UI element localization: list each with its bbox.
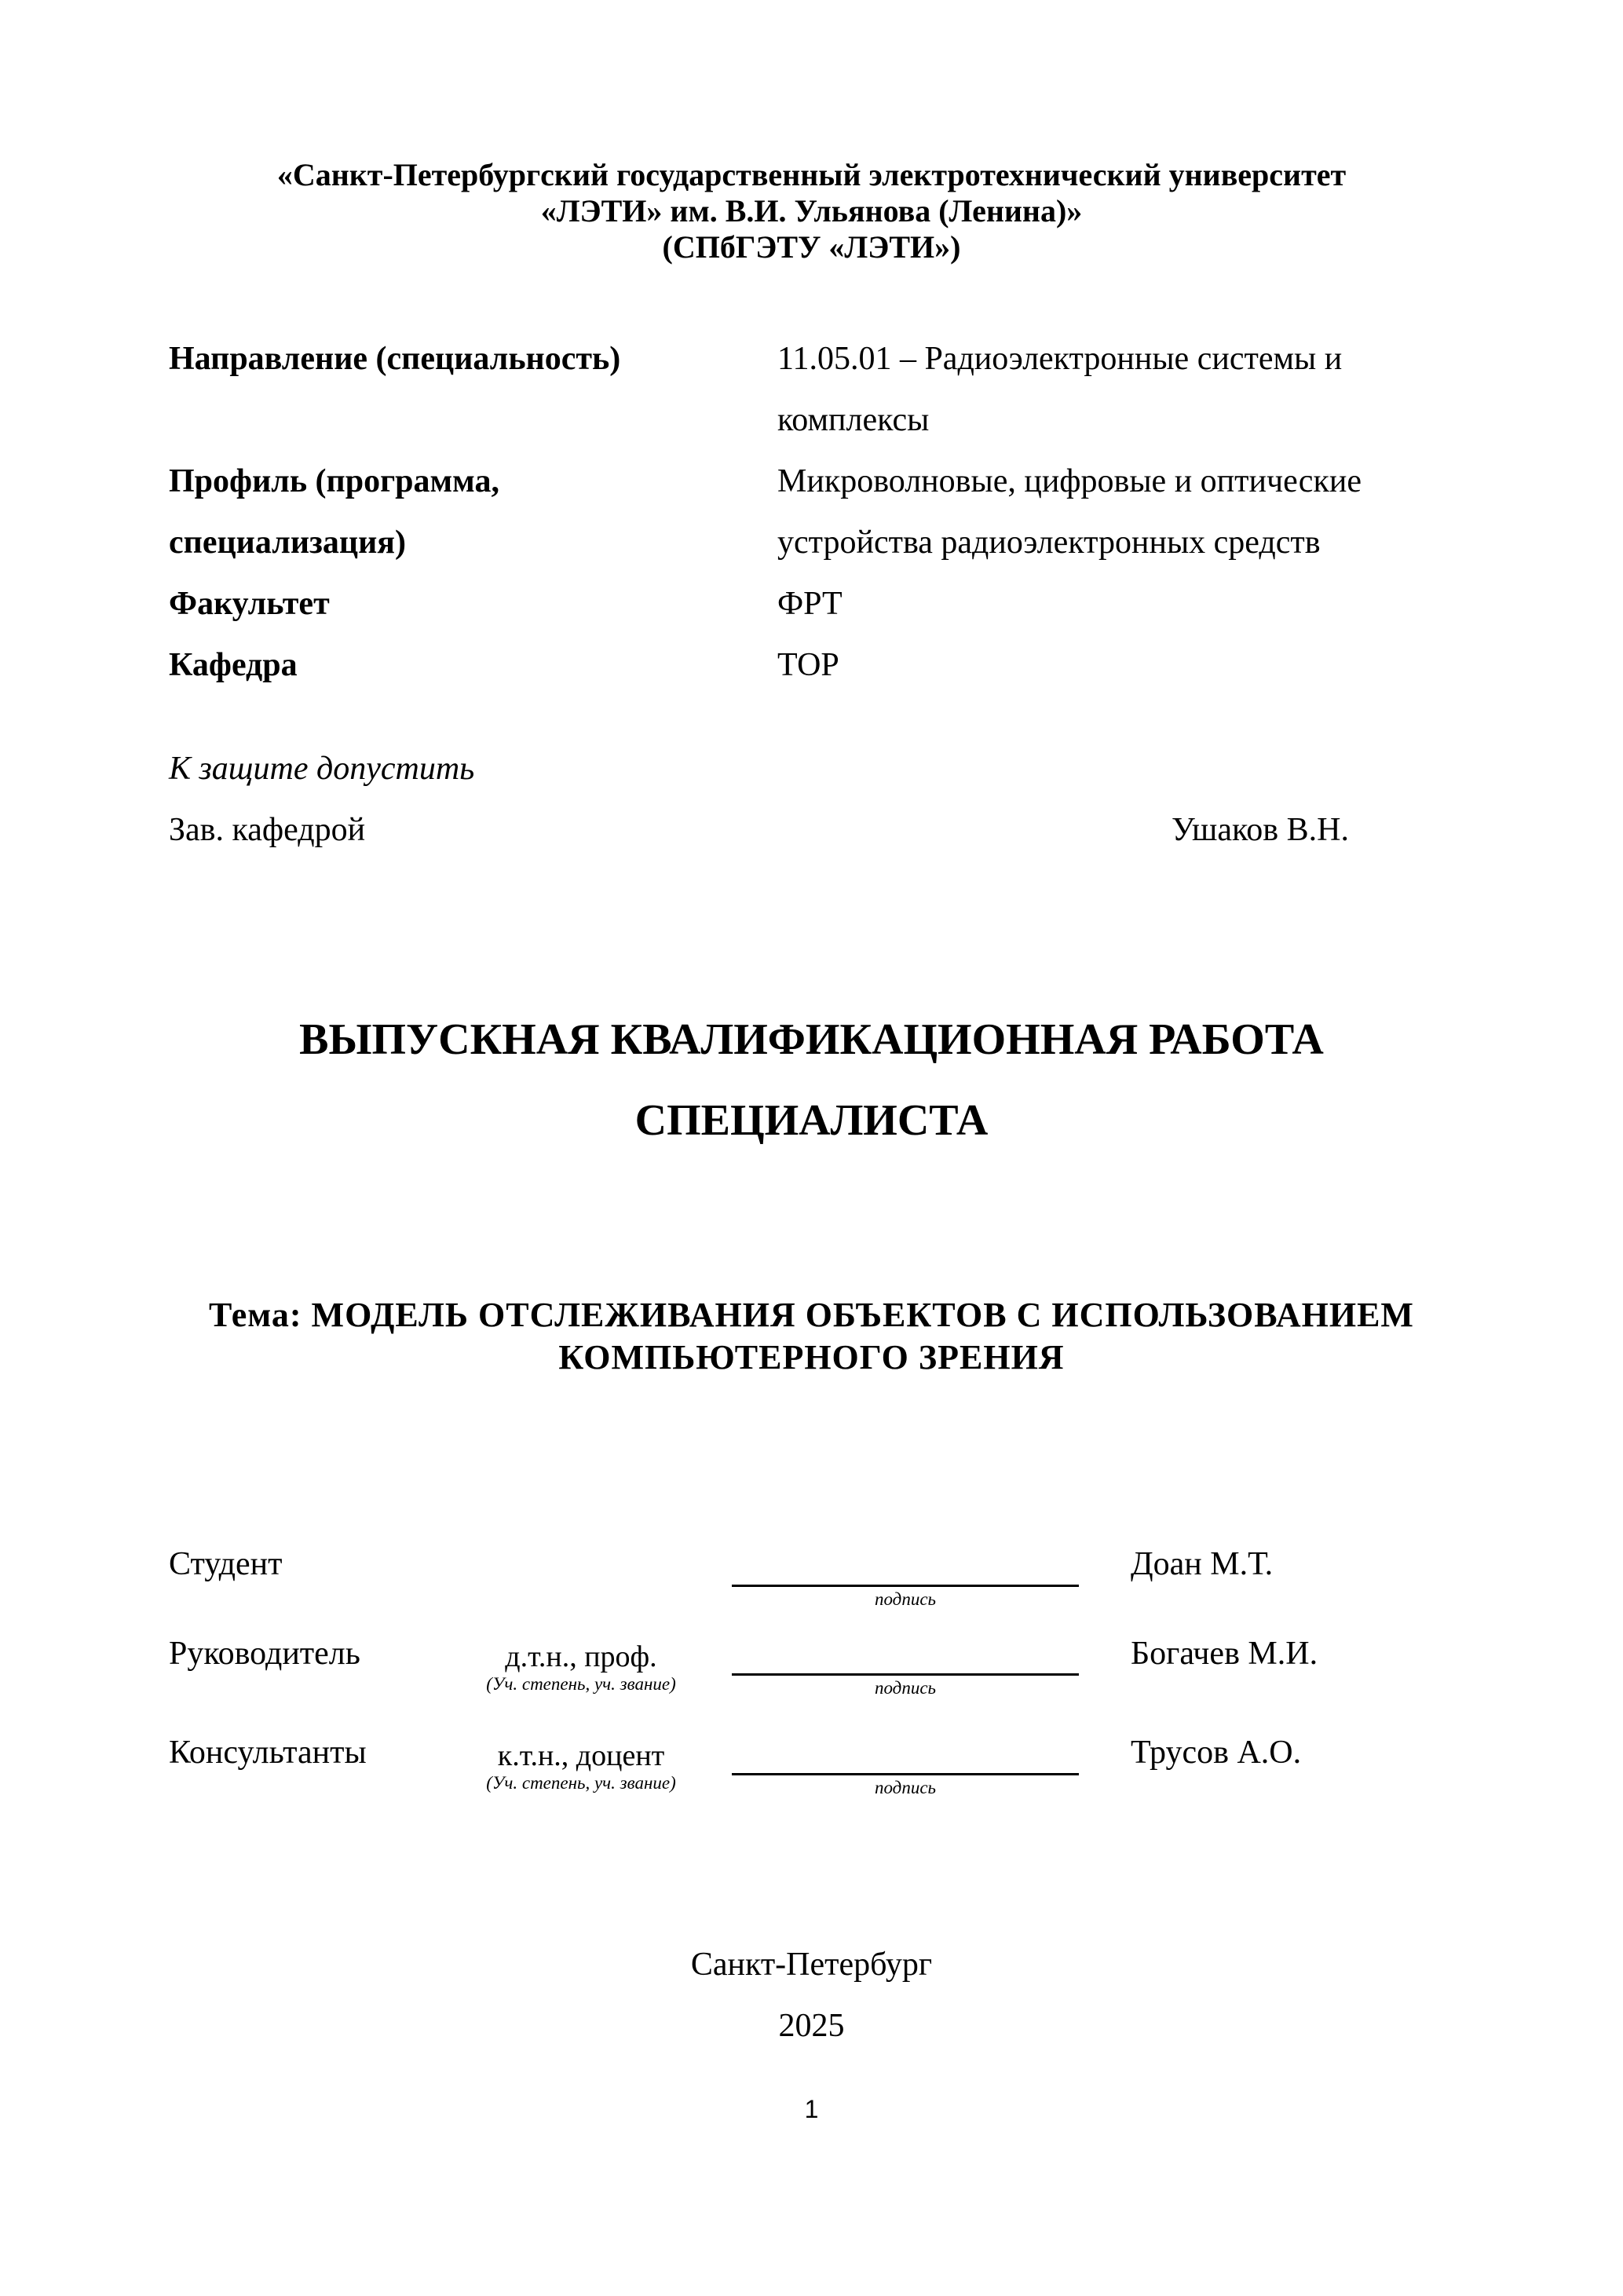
document-title-line1: ВЫПУСКНАЯ КВАЛИФИКАЦИОННАЯ РАБОТА [299,1015,1324,1064]
footer-city: Санкт-Петербург [690,1947,933,1983]
page-number: 1 [804,2095,819,2123]
value-profile-line1: Микроволновые, цифровые и оптические [777,463,1362,499]
approval-caption: К защите допустить [169,751,475,787]
label-profile-line2: специализация) [169,525,406,561]
signature-degree-consultant: к.т.н., доцент [497,1739,665,1772]
signature-name-supervisor: Богачев М.И. [1131,1636,1318,1672]
label-direction: Направление (специальность) [169,341,621,377]
signature-hint-student: подпись [874,1589,936,1609]
signature-hint-consultant: подпись [874,1778,936,1797]
signature-role-supervisor: Руководитель [169,1636,360,1672]
footer-year: 2025 [778,2008,845,2044]
university-header [0,157,1623,265]
university-name-line2: «ЛЭТИ» им. В.И. Ульянова (Ленина)» [540,193,1083,229]
signature-line-student [732,1585,1079,1587]
label-faculty: Факультет [169,586,330,622]
value-department: ТОР [777,647,839,683]
signature-name-student: Доан М.Т. [1131,1546,1274,1582]
value-faculty: ФРТ [777,586,843,622]
signature-degree-supervisor: д.т.н., проф. [505,1640,657,1673]
topic [0,1294,1623,1379]
label-profile-line1: Профиль (программа, [169,463,499,499]
signature-hint-supervisor: подпись [874,1678,936,1698]
document-title-line2: СПЕЦИАЛИСТА [634,1096,989,1145]
signature-degree-hint-supervisor: (Уч. степень, уч. звание) [486,1674,676,1694]
signature-line-supervisor [732,1673,1079,1676]
approval-name: Ушаков В.Н. [1172,812,1349,848]
value-direction-line1: 11.05.01 – Радиоэлектронные системы и [777,341,1343,377]
value-profile-line2: устройства радиоэлектронных средств [777,525,1321,561]
signature-role-student: Студент [169,1546,283,1582]
signature-role-consultants: Консультанты [169,1735,367,1771]
approval-role: Зав. кафедрой [169,812,366,848]
university-abbreviation: (СПбГЭТУ «ЛЭТИ») [662,229,961,265]
label-department: Кафедра [169,647,298,683]
value-direction-line2: комплексы [777,402,930,438]
signature-degree-hint-consultant: (Уч. степень, уч. звание) [486,1773,676,1793]
signature-line-consultant [732,1773,1079,1775]
university-name-line1: «Санкт-Петербургский государственный электротехнический университет [276,157,1347,192]
signature-name-consultant: Трусов А.О. [1131,1735,1302,1771]
topic-line2: КОМПЬЮТЕРНОГО ЗРЕНИЯ [558,1338,1065,1377]
topic-line1: Тема: МОДЕЛЬ ОТСЛЕЖИВАНИЯ ОБЪЕКТОВ С ИСПОЛЬЗОВАНИЕМ [209,1296,1414,1334]
